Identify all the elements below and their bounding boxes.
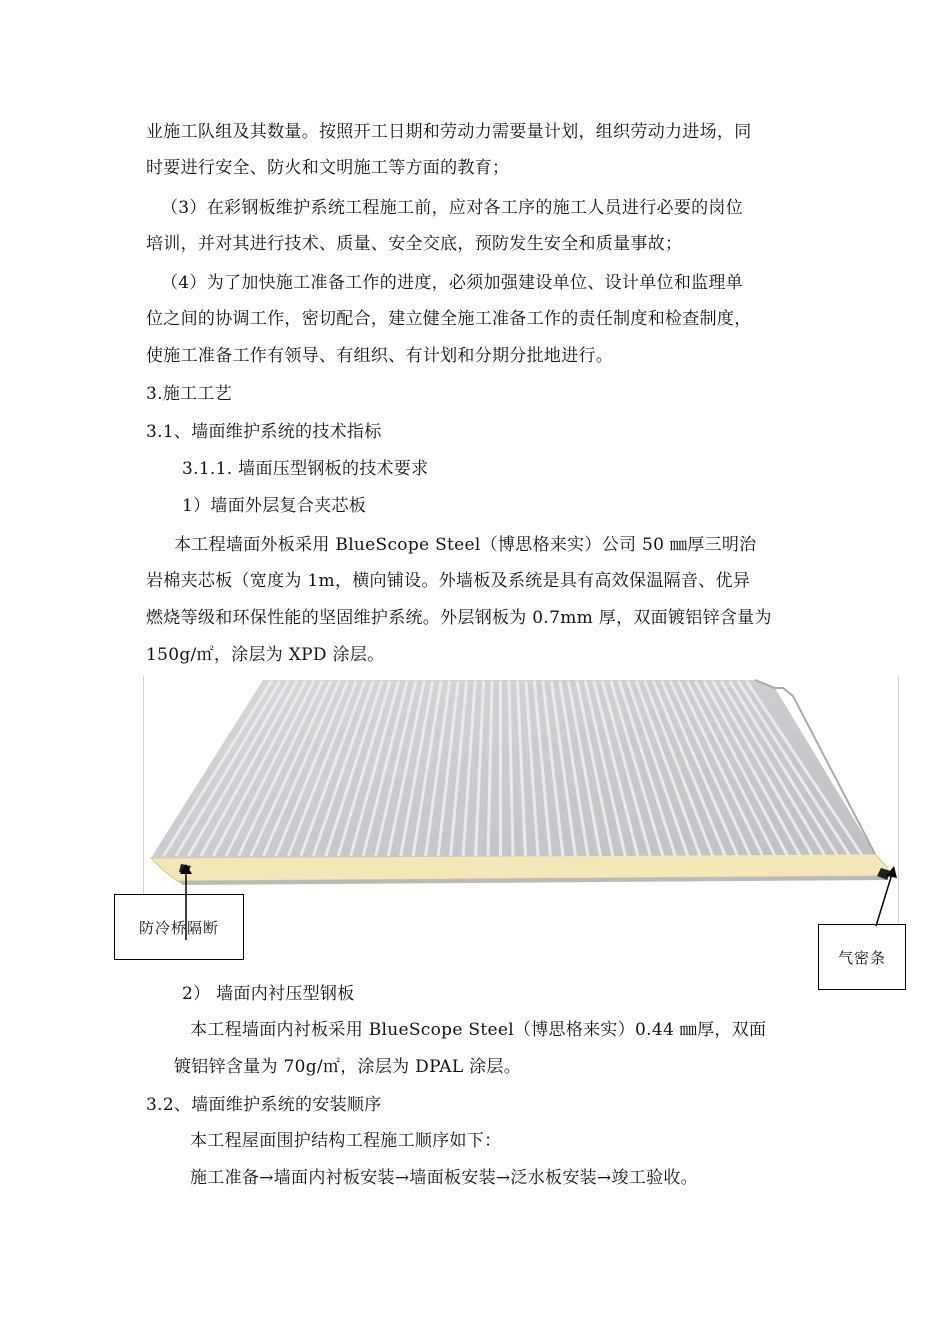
section-heading: 3.1、墙面维护系统的技术指标 (146, 422, 382, 442)
air-seal-strip-text: 气密条 (837, 948, 886, 967)
paragraph-line: （3）在彩钢板维护系统工程施工前，应对各工序的施工人员进行必要的岗位 (161, 198, 744, 218)
paragraph-line: 培训，并对其进行技术、质量、安全交底，预防发生安全和质量事故； (146, 234, 683, 254)
subsection-heading: 3.1.1. 墙面压型钢板的技术要求 (182, 459, 429, 479)
paragraph-line: 镀铝锌含量为 70g/㎡，涂层为 DPAL 涂层。 (174, 1057, 522, 1077)
paragraph-line: 业施工队组及其数量。按照开工日期和劳动力需要量计划，组织劳动力进场，同 (146, 122, 752, 142)
paragraph-line: 位之间的协调工作，密切配合，建立健全施工准备工作的责任制度和检查制度， (146, 309, 752, 329)
item-heading: 2） 墙面内衬压型钢板 (182, 984, 355, 1004)
section-heading: 3.施工工艺 (146, 384, 233, 404)
paragraph-line: 本工程墙面内衬板采用 BlueScope Steel（博思格来实）0.44 ㎜厚，双面 (190, 1020, 767, 1040)
paragraph-line: 燃烧等级和环保性能的坚固维护系统。外层钢板为 0.7mm 厚，双面镀铝锌含量为 (146, 608, 772, 628)
paragraph-line: 时要进行安全、防火和文明施工等方面的教育； (146, 158, 510, 178)
arrow-up-icon (176, 862, 196, 942)
paragraph-line: 本工程屋面围护结构工程施工顺序如下： (190, 1131, 502, 1151)
item-heading: 1）墙面外层复合夹芯板 (182, 496, 367, 516)
paragraph-line: 岩棉夹芯板（宽度为 1m，横向铺设。外墙板及系统是具有高效保温隔音、优异 (146, 571, 751, 591)
section-heading: 3.2、墙面维护系统的安装顺序 (146, 1095, 382, 1115)
sandwich-panel-figure (143, 676, 899, 926)
paragraph-line: 使施工准备工作有领导、有组织、有计划和分期分批地进行。 (146, 346, 614, 366)
paragraph-line: 本工程墙面外板采用 BlueScope Steel（博思格来实）公司 50 ㎜厚三明治 (174, 535, 757, 555)
paragraph-line: 150g/㎡，涂层为 XPD 涂层。 (146, 645, 385, 665)
air-seal-strip-label (818, 924, 906, 990)
paragraph-line: （4）为了加快施工准备工作的进度，必须加强建设单位、设计单位和监理单 (161, 273, 744, 293)
arrow-up-right-icon (868, 864, 898, 928)
cold-bridge-break-text: 防冷桥隔断 (138, 918, 219, 937)
sandwich-panel-image (143, 676, 899, 926)
paragraph-line: 施工准备→墙面内衬板安装→墙面板安装→泛水板安装→竣工验收。 (190, 1168, 698, 1188)
